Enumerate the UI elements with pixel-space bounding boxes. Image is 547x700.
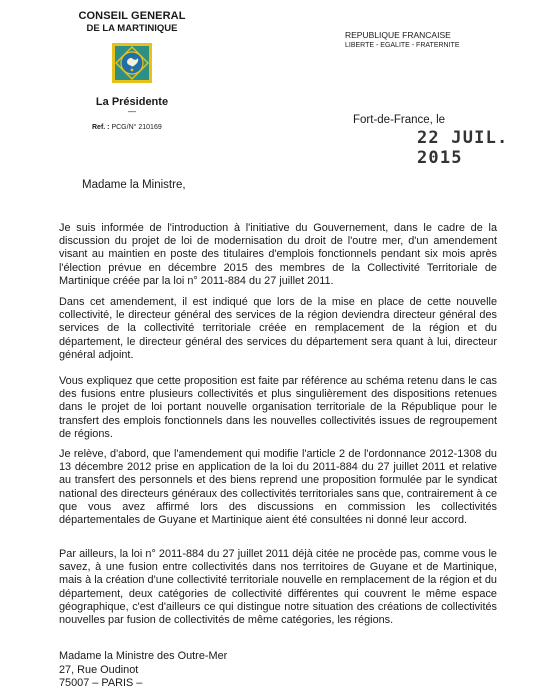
- recipient-address: [59, 650, 227, 691]
- address-line-1: Madame la Ministre des Outre-Mer: [59, 650, 228, 662]
- republic-name: REPUBLIQUE FRANCAISE: [345, 30, 451, 40]
- letterhead-left: [72, 10, 192, 115]
- body-paragraph-2: Dans cet amendement, il est indiqué que lors de la mise en place de cette nouvelle collectivité, le directeur général des services de la région deviendra directeur général des services de la collectivité territoriale créée en remplacement de la région et du département, le directeur général des services du département sera quant à lui, directeur général adjoint.: [59, 296, 497, 361]
- reference: [92, 124, 162, 131]
- body-paragraph-5: Par ailleurs, la loi n° 2011-884 du 27 juillet 2011 déjà citée ne procède pas, comme vous le savez, à une fusion entre collectivités dans nos territoires de Guyane et de Martinique, mais à la création d'une collectivité territoriale nouvelle en remplacement de la région et du département, deux catégories de collectivité différentes qui couvrent le même espace géographique, c'est d'ailleurs ce qui distingue notre situation des créations de collectivités nouvelles par fusion de collectivités de même catégories, les régions.: [59, 548, 497, 627]
- place-date-label: Fort-de-France, le: [353, 114, 446, 126]
- president-title: La Présidente: [95, 96, 169, 108]
- martinique-council-emblem-icon: [112, 43, 152, 83]
- body-paragraph-3: Vous expliquez que cette proposition est faite par référence au schéma retenu dans le cas des fusions entre plusieurs collectivités et plus singulièrement des dispositions retenues dans le projet de loi portant nouvelle organisation territoriale de la République pour le transfert des emplois fonctionnels dans les nouvelles collectivités issues de regroupement de régions.: [59, 375, 497, 440]
- reference-value: PCG/N° 210169: [111, 124, 162, 131]
- republic-motto: LIBERTE - EGALITE - FRATERNITE: [345, 42, 460, 49]
- org-name-line2: DE LA MARTINIQUE: [86, 23, 178, 34]
- title-underline: —: [128, 107, 136, 116]
- reference-label: Ref. :: [92, 124, 110, 131]
- date-stamp: 22 JUIL. 2015: [417, 128, 509, 168]
- address-line-2: 27, Rue Oudinot: [59, 663, 139, 676]
- body-paragraph-1: Je suis informée de l'introduction à l'initiative du Gouvernement, dans le cadre de la discussion du projet de loi de modernisation du droit de l'outre mer, d'un amendement visant au maintien en poste des titulaires d'emplois fonctionnels pendant six mois après l'élection prévue en décembre 2015 des membres de la Collectivité Territoriale de Martinique créée par la loi n° 2011-884 du 27 juillet 2011.: [59, 222, 497, 287]
- address-line-3: 75007 – PARIS –: [59, 677, 143, 690]
- letterhead-right: [345, 30, 459, 49]
- body-paragraph-4: Je relève, d'abord, que l'amendement qui modifie l'article 2 de l'ordonnance 2012-1308 du 13 décembre 2012 prise en application de la loi du 2011-884 du 27 juillet 2011 et relative au transfert des personnels et des biens reprend une proposition formulée par le syndicat national des directeurs généraux des collectivités territoriales sans que, contrairement à ce que vous avez affirmé lors des discussions en commission les collectivités départementales de Guyane et Martinique aient été consultées ni donné leur accord.: [59, 448, 497, 527]
- salutation: Madame la Ministre,: [82, 179, 186, 191]
- org-name-line1: CONSEIL GENERAL: [78, 10, 186, 22]
